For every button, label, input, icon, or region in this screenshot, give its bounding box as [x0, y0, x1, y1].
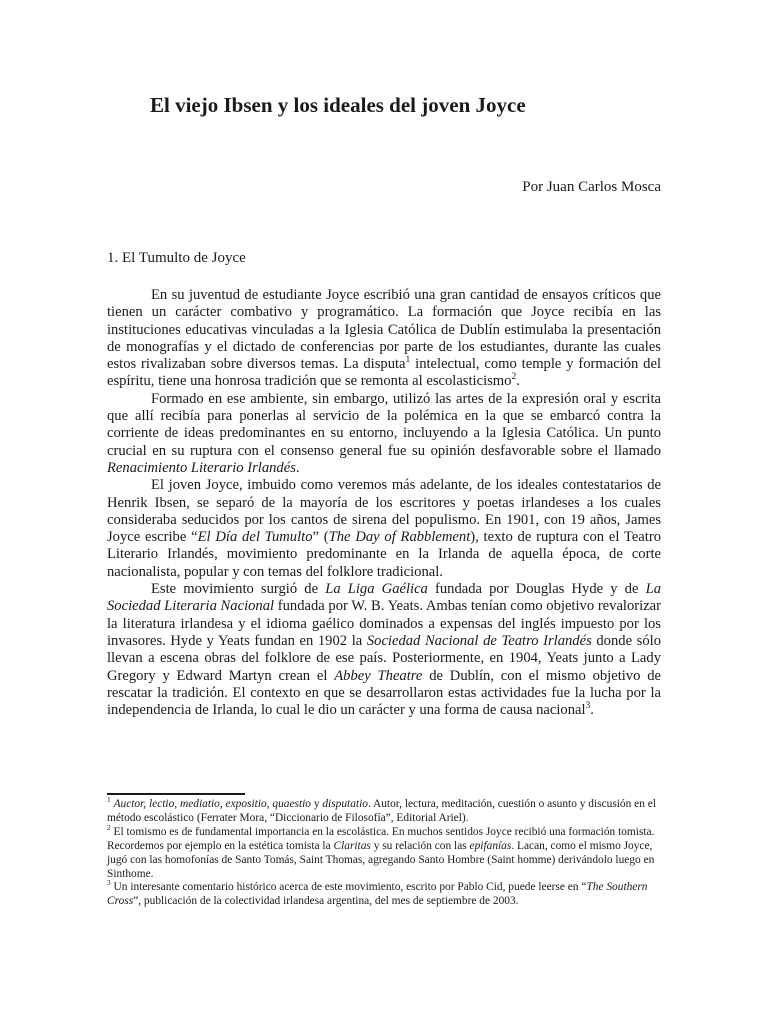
italic-text: The Southern Cross — [107, 881, 648, 908]
italic-text: Abbey Theatre — [334, 667, 423, 684]
text-run: El tomismo es de fundamental importancia en la escolástica. En muchos sentidos Joyce recibió una formación tomista. Recordemos por ejemplo en la estética tomista la — [107, 825, 655, 852]
text-run: fundada por Douglas Hyde y de — [427, 581, 646, 598]
text-run: y — [310, 798, 323, 810]
text-run: El joven Joyce, imbuido como veremos más adelante, de los ideales contestatarios de Henrik Ibsen, se separó de la mayoría de los escritores y poetas irlandeses a los cuales consideraba seducidos por los cantos de sirena del populismo. En 1901, con 19 años, James Joyce escribe “ — [107, 477, 661, 546]
author-line: Por Juan Carlos Mosca — [522, 179, 661, 195]
footnote — [107, 795, 661, 826]
footnotes — [107, 795, 661, 909]
text-run: ), texto de ruptura con el Teatro Literario Irlandés, movimiento predominante en la Irlanda de aquella época, de corte nacionalista, popular y con temas del folklore tradicional. — [107, 529, 661, 580]
text-run: donde sólo llevan a escena obras del folklore de ese país. Posteriormente, en 1904, Yeats junto a Lady Gregory y Edward Martyn crean el — [107, 632, 661, 684]
text-run: Formado en ese ambiente, sin embargo, utilizó las artes de la expresión oral y escrita que allí recibía para ponerlas al servicio de la polémica en la que se embarcó contra la corriente de ideas predominantes en su entorno, incluyendo a la Iglesia Católica. Un punto crucial en su ruptura con el consenso general fue su opinión desfavorable sobre el llamado — [107, 390, 661, 459]
text-run: y su relación con las — [370, 839, 470, 852]
paragraph — [107, 287, 661, 391]
italic-text: El Día del Tumulto — [197, 529, 313, 546]
italic-text: Claritas — [333, 839, 371, 852]
text-run: . — [516, 373, 520, 390]
footnote-divider — [107, 793, 245, 795]
text-run: ”, publicación de la colectividad irlandesa argentina, del mes de septiembre de 2003. — [133, 895, 519, 908]
text-run: Este movimiento surgió de — [151, 581, 326, 598]
text-run: . Lacan, como el mismo Joyce, jugó con las homofonías de Santo Tomás, Saint Thomas, agregando Santo Hombre (Saint homme) derivándolo luego en Sinthome. — [107, 839, 655, 880]
section-heading: 1. El Tumulto de Joyce — [107, 250, 246, 266]
footnote-marker: 2 — [511, 372, 517, 383]
paragraph — [107, 391, 661, 477]
footnote-marker: 3 — [585, 701, 591, 712]
text-run: En su juventud de estudiante Joyce escribió una gran cantidad de ensayos críticos que tienen un carácter combativo y programático. La formación que Joyce recibía en las instituciones educativas vinculadas a la Iglesia Católica de Dublín estimulaba la presentación de monografías y el dictado de conferencias por parte de los estudiantes, durante las cuales estos rivalizaban sobre diversos temas. La disputa — [107, 287, 661, 373]
italic-text: La Liga Gaélica — [325, 581, 428, 598]
italic-text: epifanías — [469, 839, 512, 852]
text-run: . Autor, lectura, meditación, cuestión o asunto y discusión en el método escolástico (Ferrater Mora, “Diccionario de Filosofía”, Editorial Ariel). — [107, 798, 656, 824]
footnote — [107, 878, 661, 909]
document-title: El viejo Ibsen y los ideales del joven Joyce — [150, 93, 526, 117]
text-run: intelectual, como temple y formación del espíritu, tiene una honrosa tradición que se remonta al escolasticismo — [107, 356, 661, 390]
text-run: de Dublín, con el mismo objetivo de rescatar la tradición. El contexto en que se desarrollaron estas actividades fue la lucha por la independencia de Irlanda, lo cual le dio un carácter y una forma de causa nacional — [107, 667, 661, 719]
text-run: . — [295, 459, 300, 476]
footnote — [107, 823, 661, 882]
italic-text: disputatio — [322, 798, 368, 810]
italic-text: La Sociedad Literaria Nacional — [107, 581, 662, 615]
footnote-marker: 2 — [107, 823, 111, 833]
paragraph — [107, 581, 661, 719]
italic-text: Auctor, lectio, mediatio, expositio, quaestio — [113, 798, 311, 810]
text-run: . — [590, 702, 594, 719]
footnote-marker: 3 — [107, 878, 111, 888]
text-run: ” ( — [312, 529, 329, 546]
italic-text: The Day of Rabblement — [328, 529, 471, 546]
italic-text: Renacimiento Literario Irlandés — [107, 459, 296, 476]
body-text — [107, 287, 661, 719]
text-run: fundada por W. B. Yeats. Ambas tenían como objetivo revalorizar la literatura irlandesa y el idioma gaélico dominados a expensas del inglés impuesto por los invasores. Hyde y Yeats fundan en 1902 la — [107, 598, 662, 649]
footnote-marker: 1 — [405, 355, 411, 366]
paragraph — [107, 477, 661, 581]
text-run: Un interesante comentario histórico acerca de este movimiento, escrito por Pablo Cid, puede leerse en “ — [110, 881, 587, 894]
footnote-marker: 1 — [107, 795, 111, 805]
italic-text: Sociedad Nacional de Teatro Irlandés — [366, 632, 592, 649]
